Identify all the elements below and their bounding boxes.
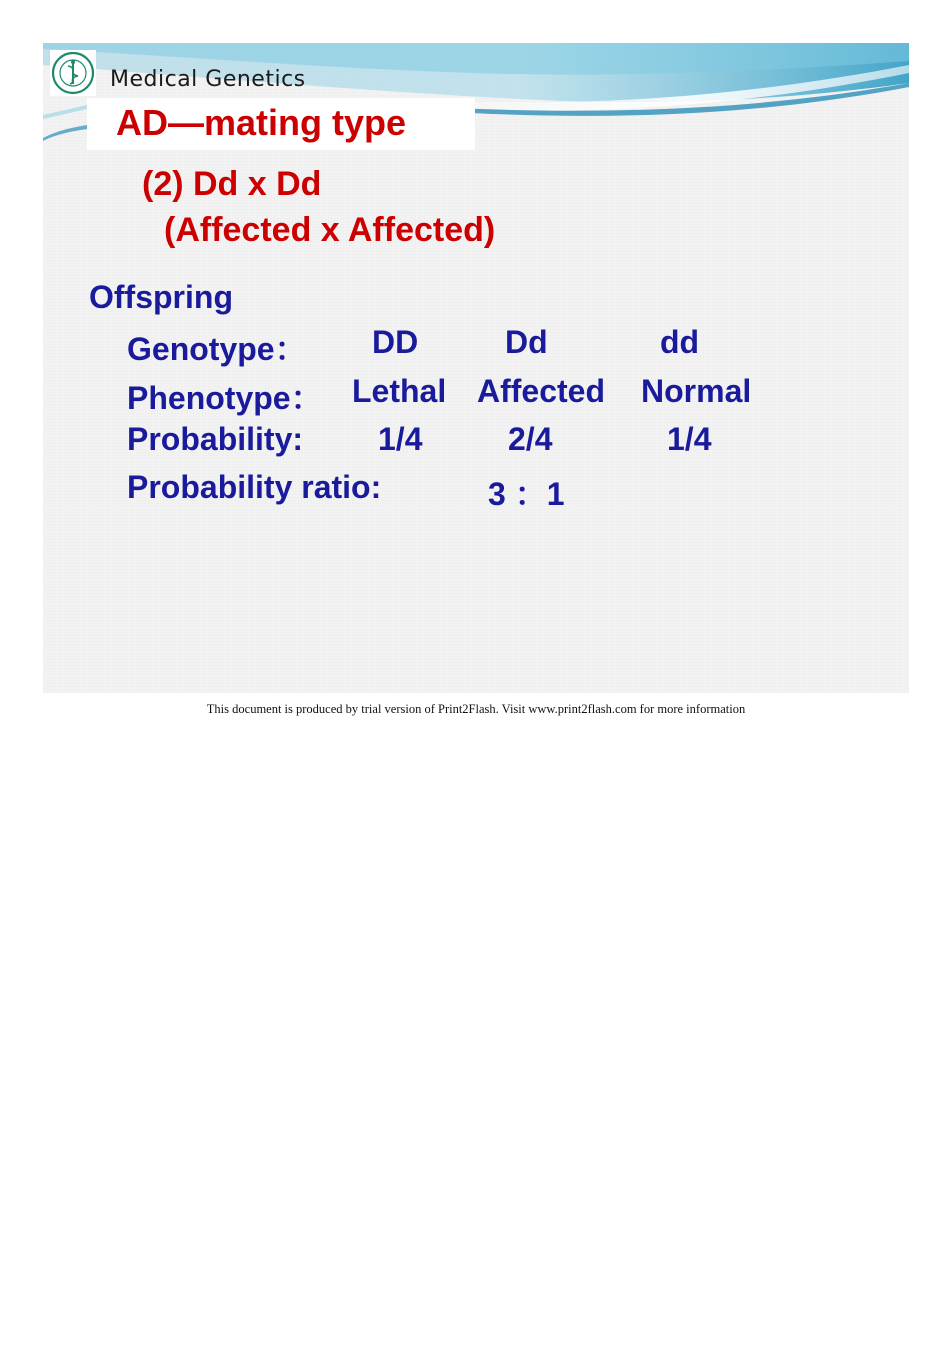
probability-label: Probability: <box>127 421 304 457</box>
offspring-heading: Offspring <box>89 279 233 315</box>
trial-version-notice: This document is produced by trial version of Print2Flash. Visit www.print2flash.com for more information <box>206 702 746 716</box>
slide-title: AD—mating type <box>116 102 407 143</box>
phenotype-lethal: Lethal <box>352 373 447 409</box>
course-name: Medical Genetics <box>110 67 306 92</box>
phenotype-label: Phenotype： <box>127 380 323 416</box>
probability-ratio-label: Probability ratio: <box>127 469 382 505</box>
phenotype-normal: Normal <box>641 373 752 409</box>
cross-phenotypes: (Affected x Affected) <box>164 211 496 249</box>
university-seal-icon <box>50 50 96 96</box>
probability-dd-recessive: 1/4 <box>667 421 712 457</box>
genotype-heterozygous: Dd <box>505 324 548 360</box>
genotype-dd-dominant: DD <box>372 324 419 360</box>
cross-genotypes: (2) Dd x Dd <box>142 165 322 203</box>
slide <box>43 43 909 693</box>
probability-ratio-value: 3 ：1 <box>488 476 565 512</box>
genotype-label: Genotype： <box>127 331 307 367</box>
phenotype-affected: Affected <box>477 373 606 409</box>
genotype-dd-recessive: dd <box>660 324 700 360</box>
probability-dd-dominant: 1/4 <box>378 421 423 457</box>
probability-heterozygous: 2/4 <box>508 421 553 457</box>
